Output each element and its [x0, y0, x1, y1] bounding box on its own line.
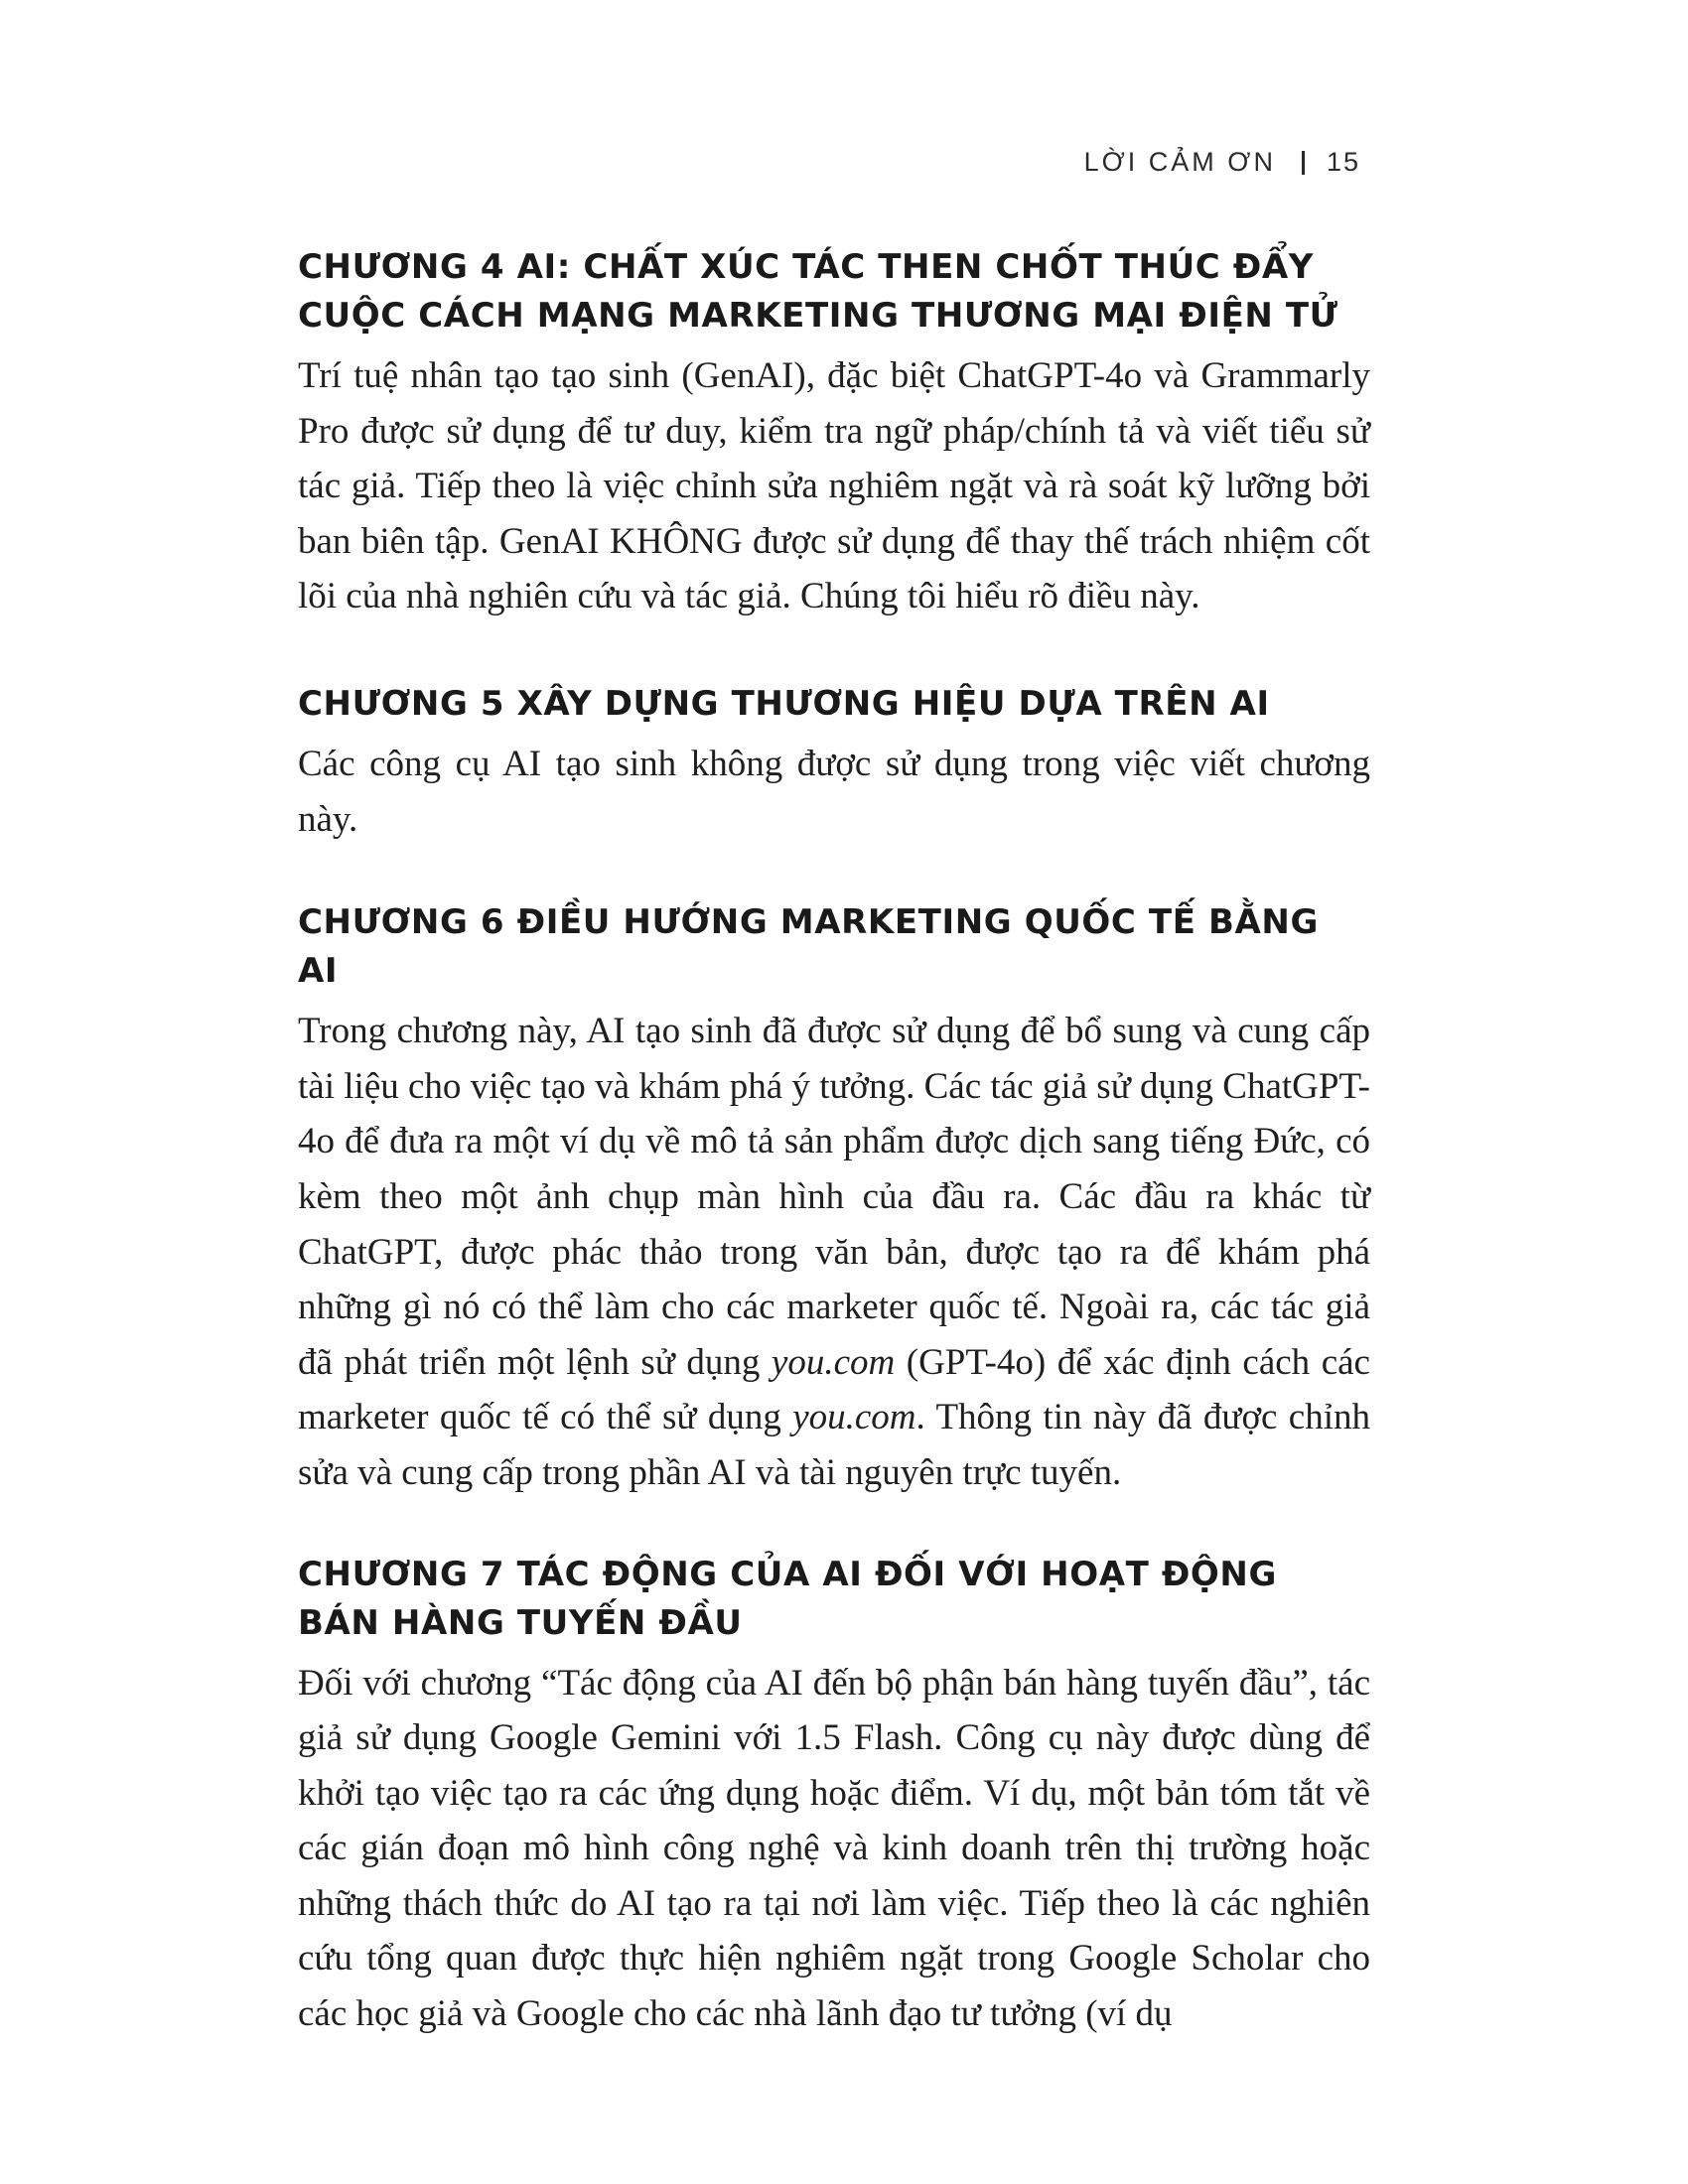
heading-line: CHƯƠNG 6 ĐIỀU HƯỚNG MARKETING QUỐC TẾ BẰNG AI [298, 902, 1319, 992]
heading-line: BÁN HÀNG TUYẾN ĐẦU [298, 1602, 743, 1643]
heading-line: CUỘC CÁCH MẠNG MARKETING THƯƠNG MẠI ĐIỆN TỬ [298, 296, 1338, 336]
section-chapter-4 [298, 243, 1370, 624]
heading-line: CHƯƠNG 4 AI: CHẤT XÚC TÁC THEN CHỐT THÚC ĐẨY [298, 247, 1314, 287]
paragraph-text: (GPT-4o) để xác định cách các marketer quốc tế có thể sử dụng [298, 1341, 1370, 1438]
section-paragraph [298, 1004, 1370, 1500]
section-heading [298, 898, 1370, 996]
page-content [298, 243, 1370, 2042]
section-paragraph: Các công cụ AI tạo sinh không được sử dụng trong việc viết chương này. [298, 743, 1370, 840]
section-heading [298, 243, 1370, 341]
section-heading [298, 1551, 1370, 1648]
running-header [1084, 147, 1360, 178]
paragraph-text: Trong chương này, AI tạo sinh đã được sử dụng để bổ sung và cung cấp tài liệu cho việc tạo và khám phá ý tưởng. Các tác giả sử dụng ChatGPT-4o để đưa ra một ví dụ về mô tả sản phẩm được dịch sang tiếng Đức, có kèm theo một ảnh chụp màn hình của đầu ra. Các đầu ra khác từ ChatGPT, được phác thảo trong văn bản, được tạo ra để khám phá những gì nó có thể làm cho các marketer quốc tế. Ngoài ra, các tác giả đã phát triển một lệnh sử dụng [298, 1011, 1370, 1383]
header-separator [1302, 151, 1305, 175]
section-paragraph: Đối với chương “Tác động của AI đến bộ phận bán hàng tuyến đầu”, tác giả sử dụng Google Gemini với 1.5 Flash. Công cụ này được dùng để khởi tạo việc tạo ra các ứng dụng hoặc điểm. Ví dụ, một bản tóm tắt về các gián đoạn mô hình công nghệ và kinh doanh trên thị trường hoặc những thách thức do AI tạo ra tại nơi làm việc. Tiếp theo là các nghiên cứu tổng quan được thực hiện nghiêm ngặt trong Google Scholar cho các học giả và Google cho các nhà lãnh đạo tư tưởng (ví dụ [298, 1662, 1370, 2035]
paragraph-text: . Thông tin này đã được chỉnh sửa và cung cấp trong phần AI và tài nguyên trực tuyến. [298, 1397, 1370, 1493]
section-heading [298, 680, 1370, 729]
paragraph-italic-text: you.com [771, 1341, 896, 1383]
running-title: LỜI CẢM ƠN [1083, 147, 1276, 177]
section-chapter-7 [298, 1551, 1370, 2042]
heading-line: CHƯƠNG 7 TÁC ĐỘNG CỦA AI ĐỐI VỚI HOẠT ĐỘNG [298, 1554, 1277, 1594]
page-number: 15 [1326, 147, 1360, 177]
section-chapter-5 [298, 680, 1370, 847]
heading-line: CHƯƠNG 5 XÂY DỰNG THƯƠNG HIỆU DỰA TRÊN AI [298, 683, 1270, 724]
section-chapter-6 [298, 898, 1370, 1500]
section-paragraph: Trí tuệ nhân tạo tạo sinh (GenAI), đặc biệt ChatGPT-4o và Grammarly Pro được sử dụng để tư duy, kiểm tra ngữ pháp/chính tả và viết tiểu sử tác giả. Tiếp theo là việc chỉnh sửa nghiêm ngặt và rà soát kỹ lưỡng bởi ban biên tập. GenAI KHÔNG được sử dụng để thay thế trách nhiệm cốt lõi của nhà nghiên cứu và tác giả. Chúng tôi hiểu rõ điều này. [298, 355, 1370, 617]
paragraph-italic-text: you.com [792, 1397, 916, 1438]
